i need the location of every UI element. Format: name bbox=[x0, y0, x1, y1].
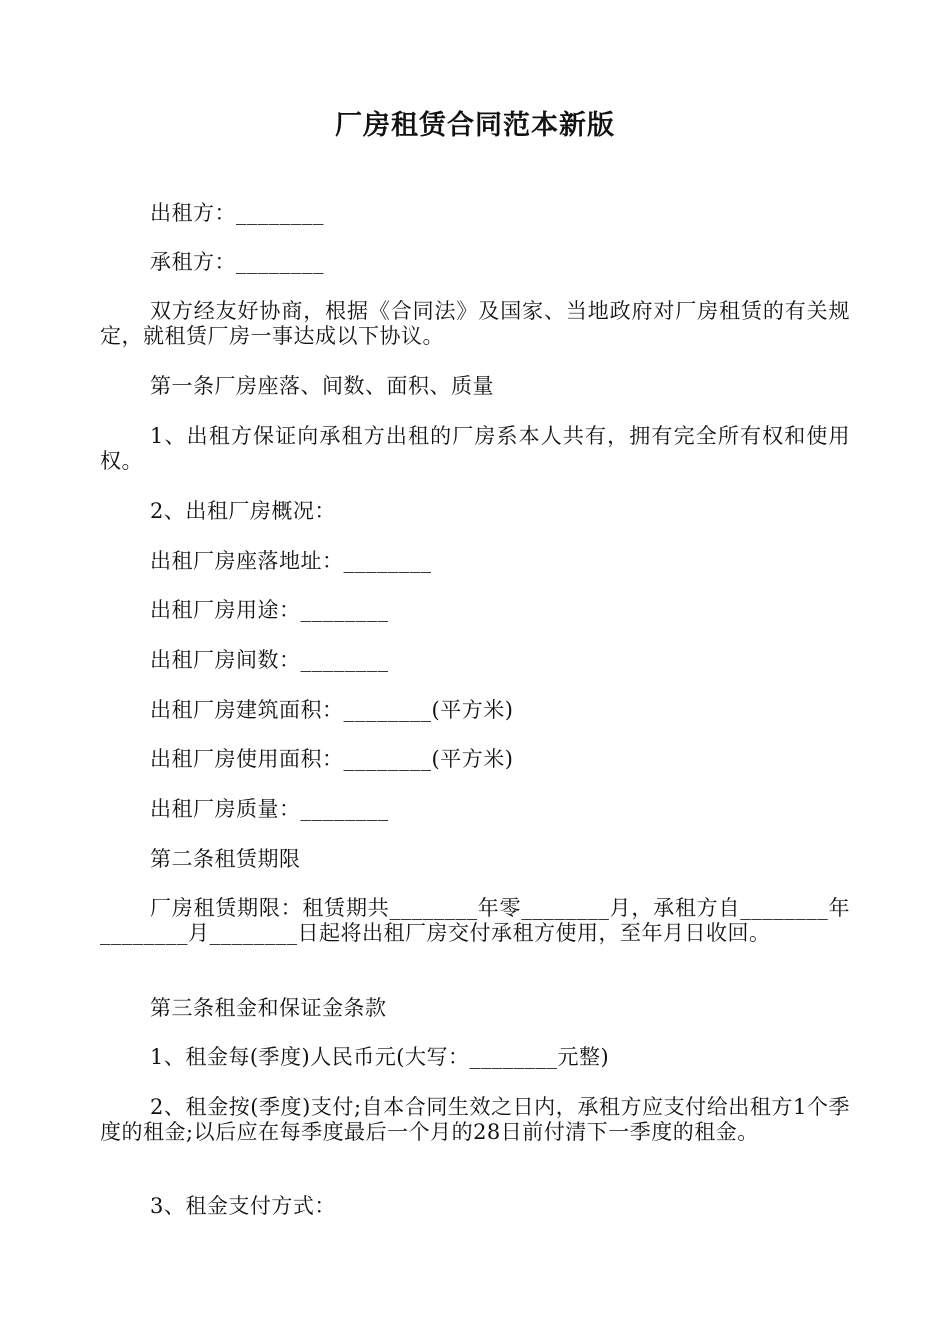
clause-3-1: 1、租金每(季度)人民币元(大写：________元整) bbox=[150, 1045, 610, 1069]
lessor-line: 出租方：________ bbox=[150, 201, 324, 225]
article-3-heading: 第三条租金和保证金条款 bbox=[150, 996, 387, 1020]
building-area-line: 出租厂房建筑面积：________(平方米) bbox=[150, 698, 514, 722]
factory-quality-line: 出租厂房质量：________ bbox=[150, 797, 389, 821]
clause-1-2: 2、出租厂房概况： bbox=[150, 499, 336, 523]
lessee-line: 承租方：________ bbox=[150, 250, 324, 274]
document-title: 厂房租赁合同范本新版 bbox=[335, 110, 615, 141]
factory-rooms-line: 出租厂房间数：________ bbox=[150, 648, 389, 672]
clause-1-1: 1、出租方保证向承租方出租的厂房系本人共有，拥有完全所有权和使用权。 bbox=[100, 424, 850, 473]
clause-3-2: 2、租金按(季度)支付;自本合同生效之日内，承租方应支付给出租方1个季度的租金;以后应在每季度最后一个月的28日前付清下一季度的租金。 bbox=[100, 1095, 850, 1144]
article-2-heading: 第二条租赁期限 bbox=[150, 847, 301, 871]
preamble-paragraph: 双方经友好协商，根据《合同法》及国家、当地政府对厂房租赁的有关规定，就租赁厂房一事达成以下协议。 bbox=[100, 299, 850, 348]
lease-term-paragraph: 厂房租赁期限：租赁期共________年零________月，承租方自________年________月________日起将出租厂房交付承租方使用，至年月日收回。 bbox=[100, 896, 850, 945]
factory-usage-line: 出租厂房用途：________ bbox=[150, 598, 389, 622]
usable-area-line: 出租厂房使用面积：________(平方米) bbox=[150, 747, 514, 771]
article-1-heading: 第一条厂房座落、间数、面积、质量 bbox=[150, 374, 494, 398]
clause-3-3: 3、租金支付方式： bbox=[150, 1194, 336, 1218]
factory-address-line: 出租厂房座落地址：________ bbox=[150, 549, 432, 573]
